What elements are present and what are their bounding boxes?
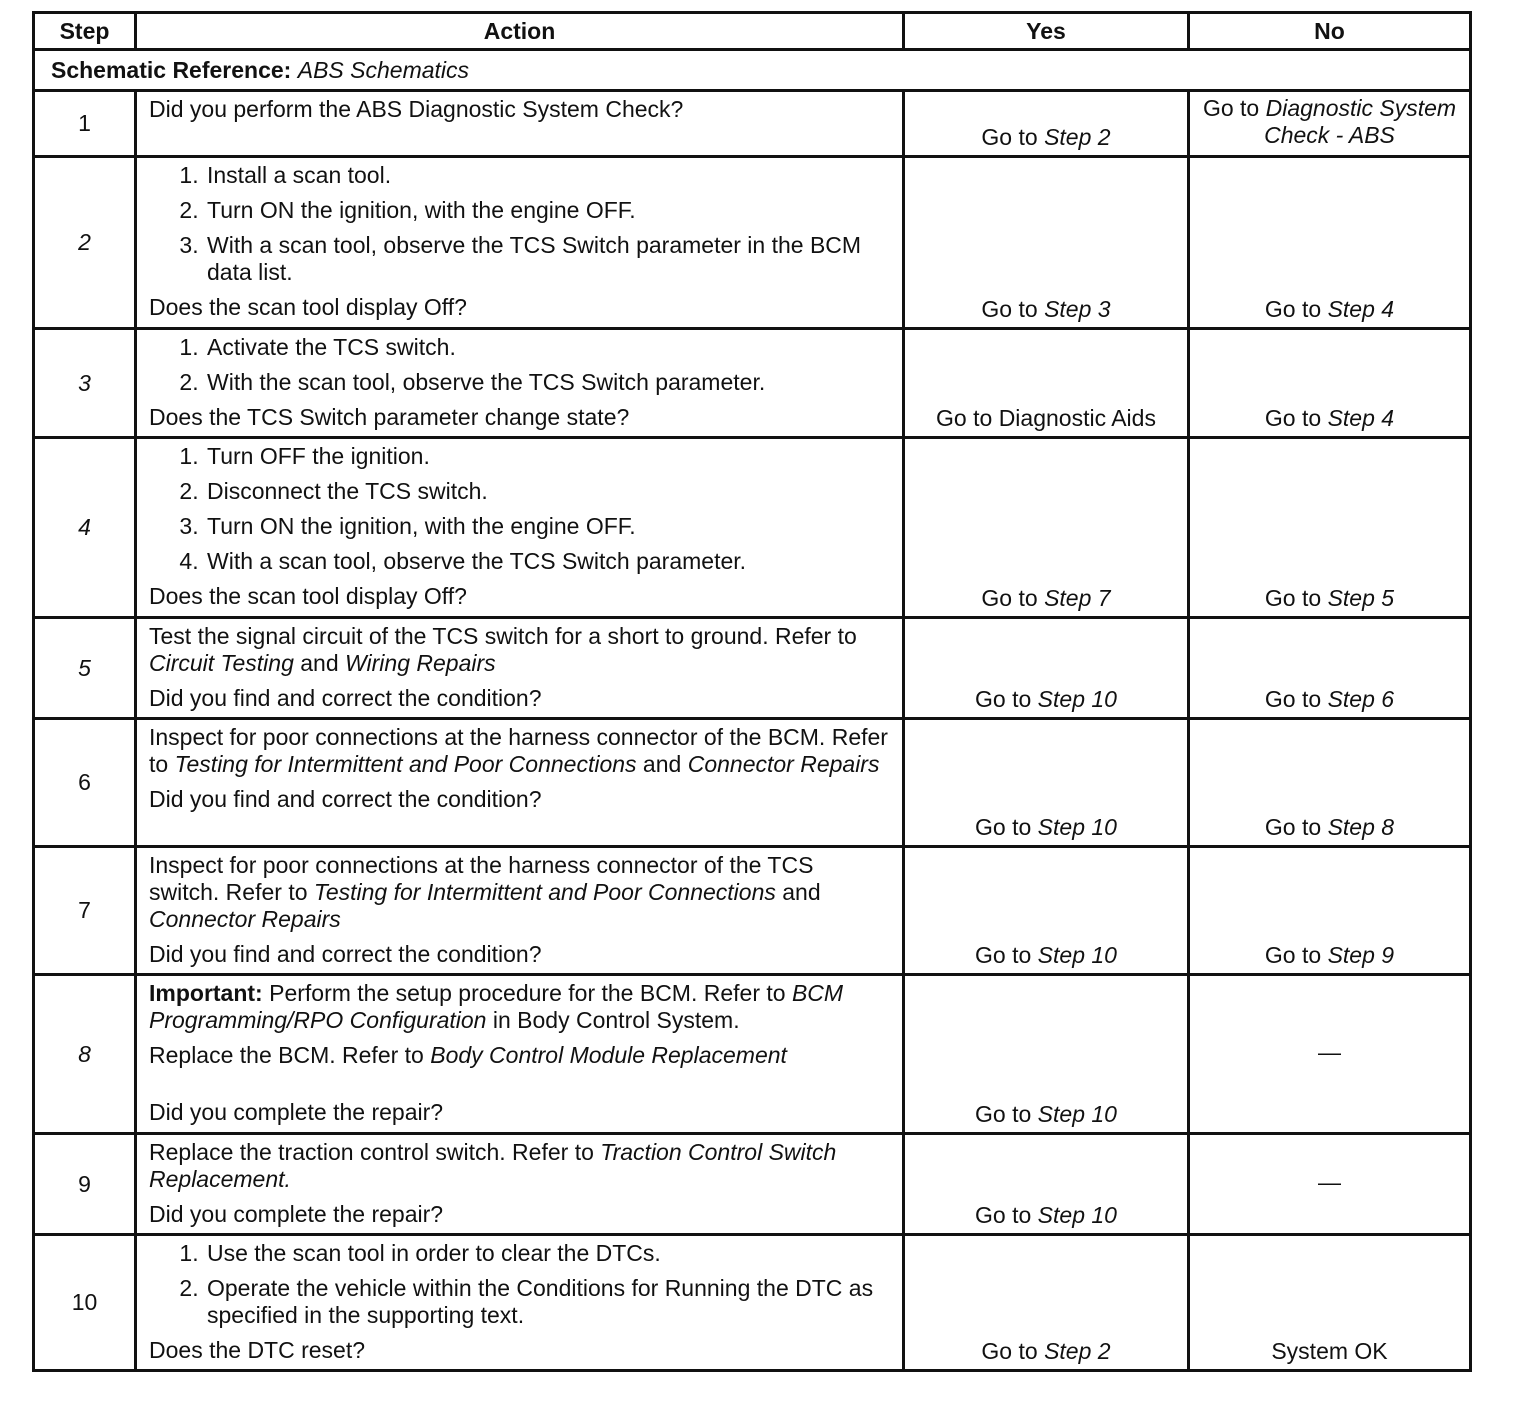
header-row: [34, 13, 1471, 50]
yes-ref: Step 10: [1037, 1202, 1117, 1228]
ref-link: Traction Control Switch Replacement.: [149, 1139, 837, 1192]
table-row: [34, 91, 1471, 157]
action-cell: [136, 975, 904, 1134]
yes-cell: [904, 1134, 1189, 1235]
list-item: 2. Turn ON the ignition, with the engine OFF.: [205, 197, 890, 224]
no-cell: System OK: [1189, 1235, 1471, 1371]
step-number: 6: [34, 719, 136, 847]
conjunction: and: [775, 879, 821, 905]
yes-prefix: Go to: [975, 814, 1038, 840]
yes-prefix: Go to: [981, 585, 1045, 611]
action-cell: [136, 438, 904, 618]
ref-link: Testing for Intermittent and Poor Connections: [174, 751, 637, 777]
list-item: 2. With the scan tool, observe the TCS Switch parameter.: [205, 369, 890, 396]
ref-link: Connector Repairs: [687, 751, 880, 777]
table-row: [34, 719, 1471, 847]
list-item: 3. With a scan tool, observe the TCS Switch parameter in the BCM data list.: [205, 232, 890, 286]
action-cell: [136, 329, 904, 438]
no-cell: —: [1189, 975, 1471, 1134]
list-item: 1. Activate the TCS switch.: [205, 334, 890, 361]
list-item: 3. Turn ON the ignition, with the engine OFF.: [205, 513, 890, 540]
step-number: 3: [34, 329, 136, 438]
no-ref: Step 6: [1327, 686, 1395, 712]
header-step: Step: [34, 13, 136, 50]
yes-ref: Step 7: [1044, 585, 1111, 611]
ref-link: Body Control Module Replacement: [430, 1042, 787, 1068]
action-text-lead: Inspect for poor connections at the harness connector of the TCS switch. Refer to: [149, 852, 814, 905]
yes-ref: Step 10: [1037, 814, 1117, 840]
action-question: Did you perform the ABS Diagnostic System Check?: [149, 96, 684, 122]
ref-link: BCM Programming/RPO Configuration: [149, 980, 844, 1033]
important-label: Important:: [149, 980, 263, 1006]
table-row: [34, 329, 1471, 438]
no-ref: Step 4: [1327, 296, 1395, 322]
yes-prefix: Go to: [975, 942, 1038, 968]
yes-ref: Step 10: [1037, 942, 1117, 968]
action-question: Does the scan tool display Off?: [149, 583, 467, 609]
action-text: [149, 1042, 890, 1069]
no-prefix: Go to: [1264, 686, 1328, 712]
action-text: [149, 623, 890, 677]
table-row: [34, 975, 1471, 1134]
action-cell: [136, 1235, 904, 1371]
yes-ref: Step 2: [1044, 124, 1111, 150]
list-item: 4. With a scan tool, observe the TCS Switch parameter.: [205, 548, 890, 575]
action-question: Did you complete the repair?: [149, 1099, 444, 1125]
action-question: Did you find and correct the condition?: [149, 941, 542, 967]
no-cell: [1189, 847, 1471, 975]
list-item: 1. Install a scan tool.: [205, 162, 890, 189]
diagnostic-table: [32, 11, 1472, 1372]
action-cell: [136, 618, 904, 719]
no-cell: [1189, 618, 1471, 719]
list-item: 1. Turn OFF the ignition.: [205, 443, 890, 470]
schematic-label: Schematic Reference:: [51, 56, 292, 83]
yes-cell: [904, 438, 1189, 618]
yes-prefix: Go to: [981, 124, 1045, 150]
table-row: [34, 847, 1471, 975]
action-question: Does the TCS Switch parameter change state?: [149, 404, 630, 430]
no-cell: [1189, 438, 1471, 618]
no-cell: [1189, 329, 1471, 438]
no-prefix: Go to: [1264, 405, 1328, 431]
no-ref: Step 9: [1327, 942, 1395, 968]
schematic-reference: [34, 50, 1471, 91]
important-tail: in Body Control System.: [486, 1007, 740, 1033]
yes-ref: Step 3: [1044, 296, 1111, 322]
step-number: 9: [34, 1134, 136, 1235]
no-ref: Diagnostic System Check - ABS: [1264, 94, 1457, 148]
action-cell: [136, 1134, 904, 1235]
yes-cell: [904, 91, 1189, 157]
yes-cell: [904, 719, 1189, 847]
action-question: Does the DTC reset?: [149, 1337, 366, 1363]
list-item: 1. Use the scan tool in order to clear the DTCs.: [205, 1240, 890, 1267]
action-question: Did you complete the repair?: [149, 1201, 444, 1227]
action-list: [149, 1240, 890, 1329]
table-row: [34, 1134, 1471, 1235]
action-list: [149, 334, 890, 396]
header-yes: Yes: [904, 13, 1189, 50]
no-cell: [1189, 91, 1471, 157]
schematic-ref: ABS Schematics: [297, 56, 470, 83]
no-prefix: Go to: [1264, 942, 1328, 968]
no-ref: Step 5: [1327, 585, 1395, 611]
action-cell: [136, 847, 904, 975]
ref-link: Circuit Testing: [149, 650, 294, 676]
conjunction: and: [636, 751, 688, 777]
yes-ref: Step 10: [1037, 686, 1117, 712]
yes-cell: [904, 975, 1189, 1134]
yes-prefix: Go to: [981, 1338, 1045, 1364]
action-list: [149, 162, 890, 286]
step-number: 8: [34, 975, 136, 1134]
action-text: [149, 852, 890, 933]
no-cell: [1189, 719, 1471, 847]
ref-link: Wiring Repairs: [345, 650, 496, 676]
header-action: Action: [136, 13, 904, 50]
action-text: [149, 724, 890, 778]
no-ref: Step 8: [1327, 814, 1395, 840]
yes-cell: Go to Diagnostic Aids: [904, 329, 1189, 438]
no-cell: [1189, 157, 1471, 329]
step-number: 4: [34, 438, 136, 618]
list-item: 2. Disconnect the TCS switch.: [205, 478, 890, 505]
step-number: 2: [34, 157, 136, 329]
action-cell: [136, 157, 904, 329]
action-cell: [136, 91, 904, 157]
ref-link: Testing for Intermittent and Poor Connections: [313, 879, 776, 905]
yes-cell: [904, 618, 1189, 719]
important-text: Perform the setup procedure for the BCM. Refer to: [262, 980, 792, 1006]
yes-prefix: Go to: [975, 686, 1038, 712]
action-list: [149, 443, 890, 575]
action-cell: [136, 719, 904, 847]
yes-ref: Step 2: [1044, 1338, 1111, 1364]
no-cell: —: [1189, 1134, 1471, 1235]
yes-ref: Step 10: [1037, 1101, 1117, 1127]
action-text-lead: Replace the traction control switch. Refer to: [149, 1139, 601, 1165]
ref-link: Connector Repairs: [149, 906, 341, 932]
no-prefix: Go to: [1264, 296, 1328, 322]
table-row: [34, 1235, 1471, 1371]
yes-prefix: Go to: [975, 1101, 1038, 1127]
step-number: 1: [34, 91, 136, 157]
yes-cell: [904, 157, 1189, 329]
no-prefix: Go to: [1264, 585, 1328, 611]
conjunction: and: [293, 650, 346, 676]
table-row: [34, 438, 1471, 618]
no-ref: Step 4: [1327, 405, 1395, 431]
step-number: 10: [34, 1235, 136, 1371]
list-item: 2. Operate the vehicle within the Conditions for Running the DTC as specified in the supporting text.: [205, 1275, 890, 1329]
action-question: Does the scan tool display Off?: [149, 294, 467, 320]
yes-prefix: Go to: [981, 296, 1045, 322]
table-row: [34, 157, 1471, 329]
action-text-lead: Replace the BCM. Refer to: [149, 1042, 431, 1068]
step-number: 7: [34, 847, 136, 975]
action-question: Did you find and correct the condition?: [149, 685, 542, 711]
schematic-row: [34, 50, 1471, 91]
action-text-lead: Inspect for poor connections at the harness connector of the BCM. Refer to: [149, 724, 888, 777]
important-note: [149, 980, 890, 1034]
action-text-lead: Test the signal circuit of the TCS switch for a short to ground. Refer to: [149, 623, 857, 649]
yes-prefix: Go to: [975, 1202, 1038, 1228]
action-question: Did you find and correct the condition?: [149, 786, 542, 812]
no-prefix: Go to: [1202, 94, 1266, 121]
action-text: [149, 1139, 890, 1193]
no-prefix: Go to: [1264, 814, 1328, 840]
yes-cell: [904, 1235, 1189, 1371]
header-no: No: [1189, 13, 1471, 50]
step-number: 5: [34, 618, 136, 719]
yes-cell: [904, 847, 1189, 975]
table-row: [34, 618, 1471, 719]
